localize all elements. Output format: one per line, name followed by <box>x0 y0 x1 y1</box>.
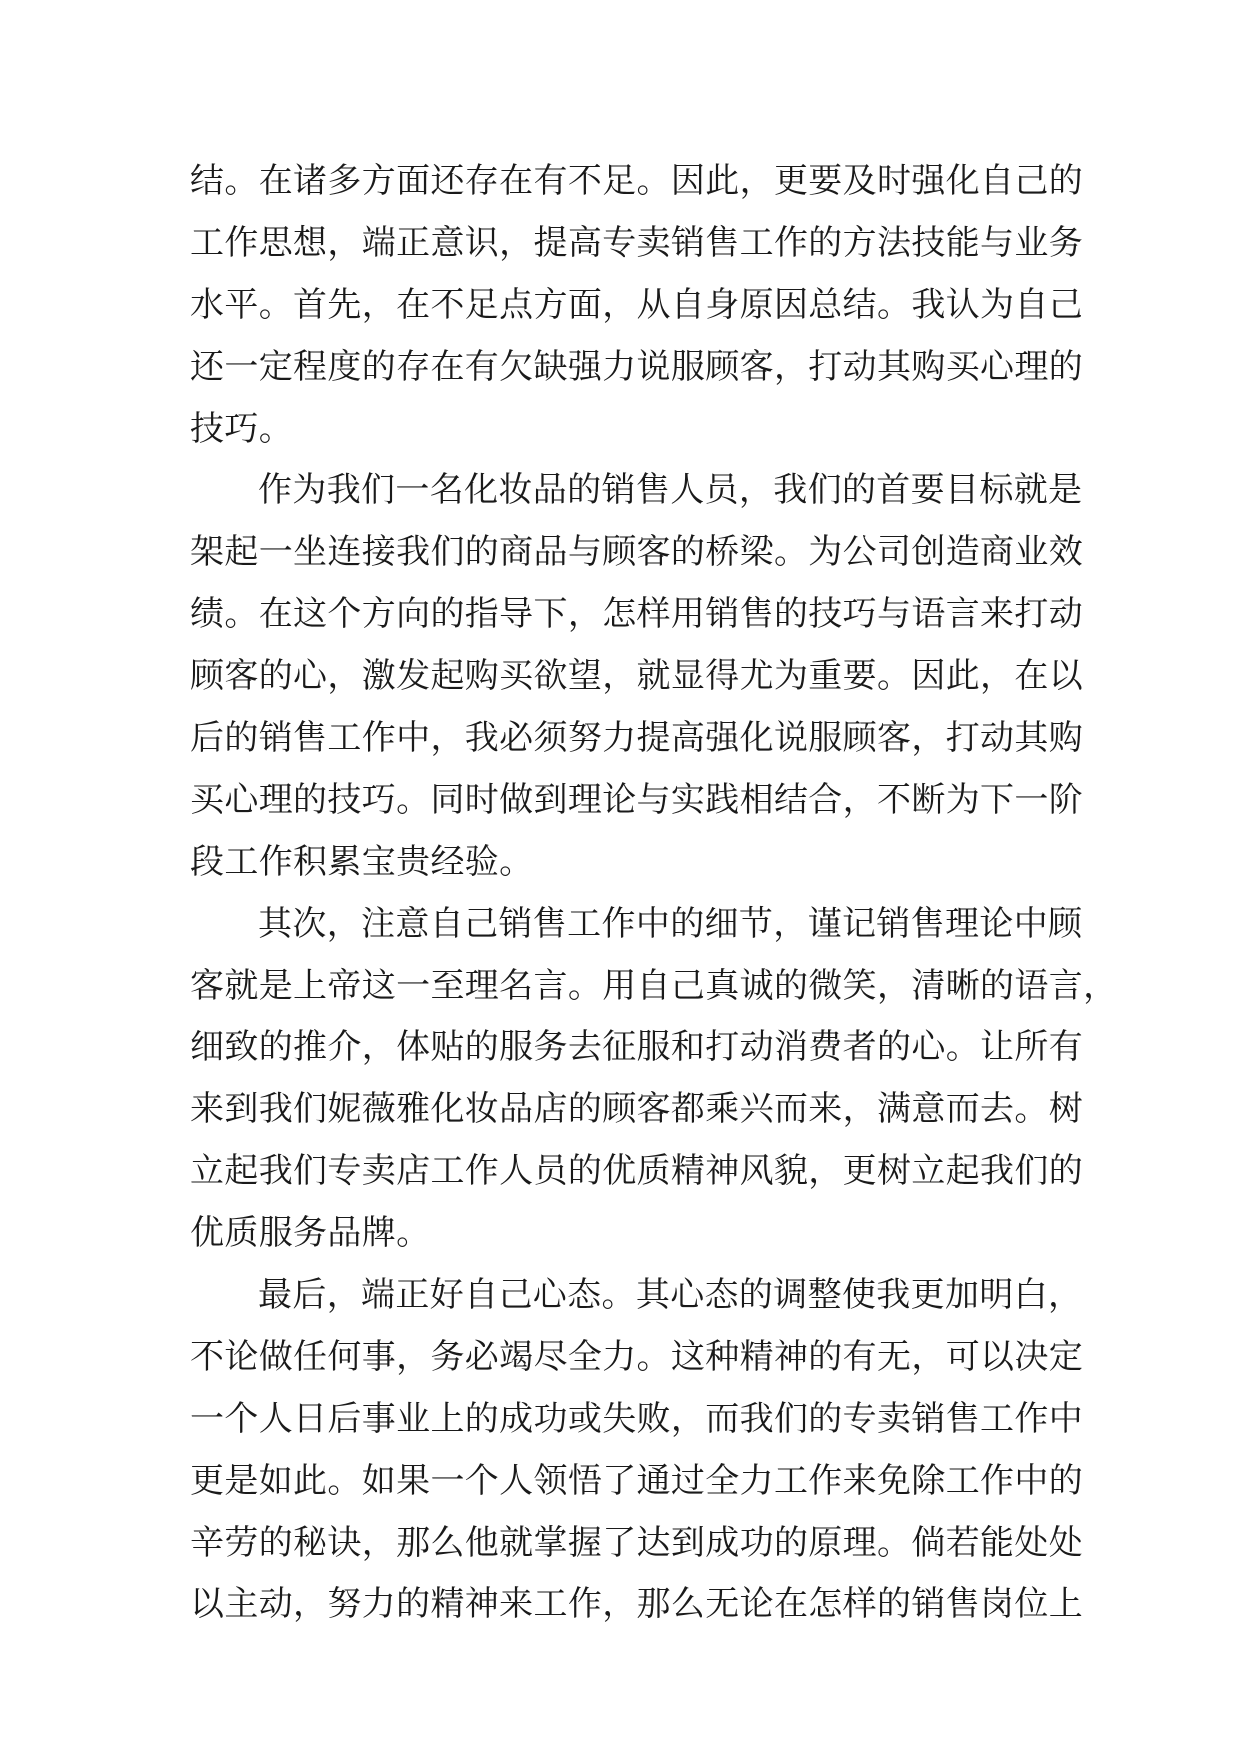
paragraph-line: 水平。首先，在不足点方面，从自身原因总结。我认为自己 <box>190 284 1084 325</box>
paragraph-4 <box>190 1265 1084 1636</box>
paragraph-line: 优质服务品牌。 <box>190 1213 431 1254</box>
paragraph-line: 以主动，努力的精神来工作，那么无论在怎样的销售岗位上 <box>190 1584 1084 1625</box>
paragraph-line: 后的销售工作中，我必须努力提高强化说服顾客，打动其购 <box>190 718 1084 759</box>
paragraph-line: 段工作积累宝贵经验。 <box>190 841 534 882</box>
paragraph-line: 买心理的技巧。同时做到理论与实践相结合，不断为下一阶 <box>190 779 1084 820</box>
paragraph-2 <box>190 460 1084 893</box>
paragraph-line: 来到我们妮薇雅化妆品店的顾客都乘兴而来，满意而去。树 <box>190 1089 1084 1130</box>
paragraph-1 <box>190 151 1084 460</box>
paragraph-line: 结。在诸多方面还存在有不足。因此，更要及时强化自己的 <box>190 161 1084 201</box>
paragraph-line: 作为我们一名化妆品的销售人员，我们的首要目标就是 <box>258 470 1083 511</box>
paragraph-line: 顾客的心，激发起购买欲望，就显得尤为重要。因此，在以 <box>190 656 1084 697</box>
paragraph-line: 一个人日后事业上的成功或失败，而我们的专卖销售工作中 <box>190 1398 1084 1439</box>
paragraph-line: 绩。在这个方向的指导下，怎样用销售的技巧与语言来打动 <box>190 594 1084 635</box>
paragraph-line: 技巧。 <box>190 408 294 449</box>
paragraph-line: 还一定程度的存在有欠缺强力说服顾客，打动其购买心理的 <box>190 346 1084 387</box>
document-body <box>190 151 1118 1636</box>
paragraph-line: 不论做任何事，务必竭尽全力。这种精神的有无，可以决定 <box>190 1336 1084 1377</box>
paragraph-3 <box>190 894 1118 1265</box>
paragraph-line: 工作思想，端正意识，提高专卖销售工作的方法技能与业务 <box>190 222 1084 263</box>
paragraph-line: 更是如此。如果一个人领悟了通过全力工作来免除工作中的 <box>190 1460 1084 1501</box>
paragraph-line: 客就是上帝这一至理名言。用自己真诚的微笑，清晰的语言， <box>190 965 1118 1006</box>
paragraph-line: 辛劳的秘诀，那么他就掌握了达到成功的原理。倘若能处处 <box>190 1522 1084 1563</box>
paragraph-line: 细致的推介，体贴的服务去征服和打动消费者的心。让所有 <box>190 1027 1084 1068</box>
paragraph-line: 立起我们专卖店工作人员的优质精神风貌，更树立起我们的 <box>190 1151 1084 1192</box>
paragraph-line: 其次，注意自己销售工作中的细节，谨记销售理论中顾 <box>258 903 1083 944</box>
paragraph-line: 最后，端正好自己心态。其心态的调整使我更加明白， <box>258 1275 1083 1316</box>
paragraph-line: 架起一坐连接我们的商品与顾客的桥梁。为公司创造商业效 <box>190 532 1084 573</box>
